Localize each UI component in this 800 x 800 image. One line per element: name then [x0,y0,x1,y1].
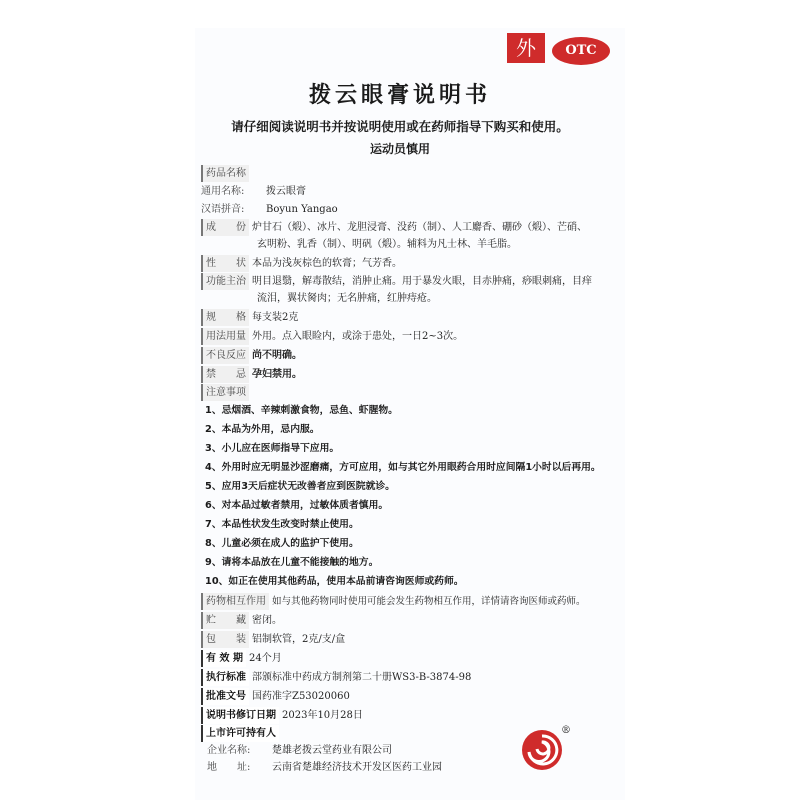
holder-section [201,725,501,742]
specification-label: 规 格 [201,309,249,326]
interactions-label: 药物相互作用 [201,593,269,610]
contraindication-value: 孕妇禁用。 [252,369,302,380]
storage-row [201,612,621,629]
revision-value: 2023年10月28日 [282,710,363,721]
usage-label: 用法用量 [201,328,249,345]
pinyin-row [201,201,621,218]
registered-mark: ® [561,725,571,736]
indications-row [201,273,621,290]
adverse-row [201,347,621,364]
drug-name-section [201,165,621,182]
specification-value: 每支装2克 [252,312,299,323]
package-value: 铝制软管，2克/支/盒 [252,634,346,645]
drug-name-header: 药品名称 [201,165,249,182]
standard-row [201,669,621,686]
validity-row [201,650,621,667]
generic-name-row [201,183,621,200]
holder-name-row [207,742,507,759]
approval-row [201,688,621,705]
approval-value: 国药准字Z53020060 [252,691,350,702]
precaution-item: 2、本品为外用，忌内服。 [205,424,320,435]
properties-value: 本品为浅灰棕色的软膏；气芳香。 [252,258,402,269]
precautions-section [201,384,621,401]
revision-label: 说明书修订日期 [201,707,279,724]
athlete-warning: 运动员慎用 [369,142,430,156]
indications-line1: 明目退翳，解毒散结，消肿止痛。用于暴发火眼，目赤肿痛，痧眼刺痛，目痒 [252,276,592,287]
precaution-item: 10、如正在使用其他药品，使用本品前请咨询医师或药师。 [205,576,464,587]
swirl-logo-icon [520,728,564,772]
ingredients-row [201,219,621,236]
document-title: 拨云眼膏说明书 [308,82,491,108]
contraindication-label: 禁 忌 [201,366,249,383]
adverse-label: 不良反应 [201,347,249,364]
standard-label: 执行标准 [201,669,249,686]
reading-notice: 请仔细阅读说明书并按说明使用或在药师指导下购买和使用。 [231,119,569,134]
storage-label: 贮 藏 [201,612,249,629]
precaution-item: 9、请将本品放在儿童不能接触的地方。 [205,557,379,568]
interactions-value: 如与其他药物同时使用可能会发生药物相互作用，详情请咨询医师或药师。 [272,596,586,607]
pinyin-value: Boyun Yangao [266,204,338,215]
ingredients-label: 成 份 [201,219,249,236]
ingredients-line2: 玄明粉、乳香（制）、明矾（煅）。辅料为凡士林、羊毛脂。 [257,239,517,250]
usage-row [201,328,621,345]
indications-line2: 流泪，翼状胬肉；无名肿痛，红肿痔疮。 [257,293,437,304]
ingredients-row-2 [257,236,677,253]
package-row [201,631,621,648]
precaution-item: 1、忌烟酒、辛辣刺激食物，忌鱼、虾腥物。 [205,405,398,416]
indications-row-2 [257,290,677,307]
properties-row [201,255,621,272]
generic-name-value: 拨云眼膏 [266,186,306,197]
precaution-item: 4、外用时应无明显沙涩磨痛，方可应用，如与其它外用眼药合用时应间隔1小时以后再用。 [205,462,601,473]
contraindication-row [201,366,621,383]
storage-value: 密闭。 [252,615,282,626]
holder-address-value: 云南省楚雄经济技术开发区医药工业园 [272,762,442,773]
holder-name-value: 楚雄老拨云堂药业有限公司 [272,745,392,756]
specification-row [201,309,621,326]
holder-address-row [207,759,507,776]
interactions-row [201,593,621,610]
external-use-badge: 外 [507,33,545,63]
approval-label: 批准文号 [201,688,249,705]
precautions-header: 注意事项 [201,384,249,401]
revision-row [201,707,621,724]
standard-value: 部颁标准中药成方制剂第二十册WS3-B-3874-98 [252,672,472,683]
properties-label: 性 状 [201,255,249,272]
otc-badge: OTC [552,37,610,65]
precaution-item: 8、儿童必须在成人的监护下使用。 [205,538,359,549]
precaution-item: 3、小儿应在医师指导下应用。 [205,443,340,454]
pinyin-label: 汉语拼音: [201,204,245,215]
package-label: 包 装 [201,631,249,648]
holder-header: 上市许可持有人 [201,725,279,742]
generic-name-label: 通用名称: [201,186,245,197]
validity-value: 24个月 [248,653,282,664]
precaution-item: 6、对本品过敏者禁用，过敏体质者慎用。 [205,500,389,511]
precaution-item: 7、本品性状发生改变时禁止使用。 [205,519,359,530]
precaution-item: 5、应用3天后症状无改善者应到医院就诊。 [205,481,395,492]
holder-name-label: 企业名称: [207,745,251,756]
adverse-value: 尚不明确。 [252,350,302,361]
ingredients-line1: 炉甘石（煅）、冰片、龙胆浸膏、没药（制）、人工麝香、硼砂（煅）、芒硝、 [252,222,587,233]
indications-label: 功能主治 [201,273,249,290]
holder-address-label: 地 址: [207,762,251,773]
validity-label: 有 效 期 [201,650,246,667]
usage-value: 外用。点入眼睑内，或涂于患处，一日2~3次。 [252,331,464,342]
